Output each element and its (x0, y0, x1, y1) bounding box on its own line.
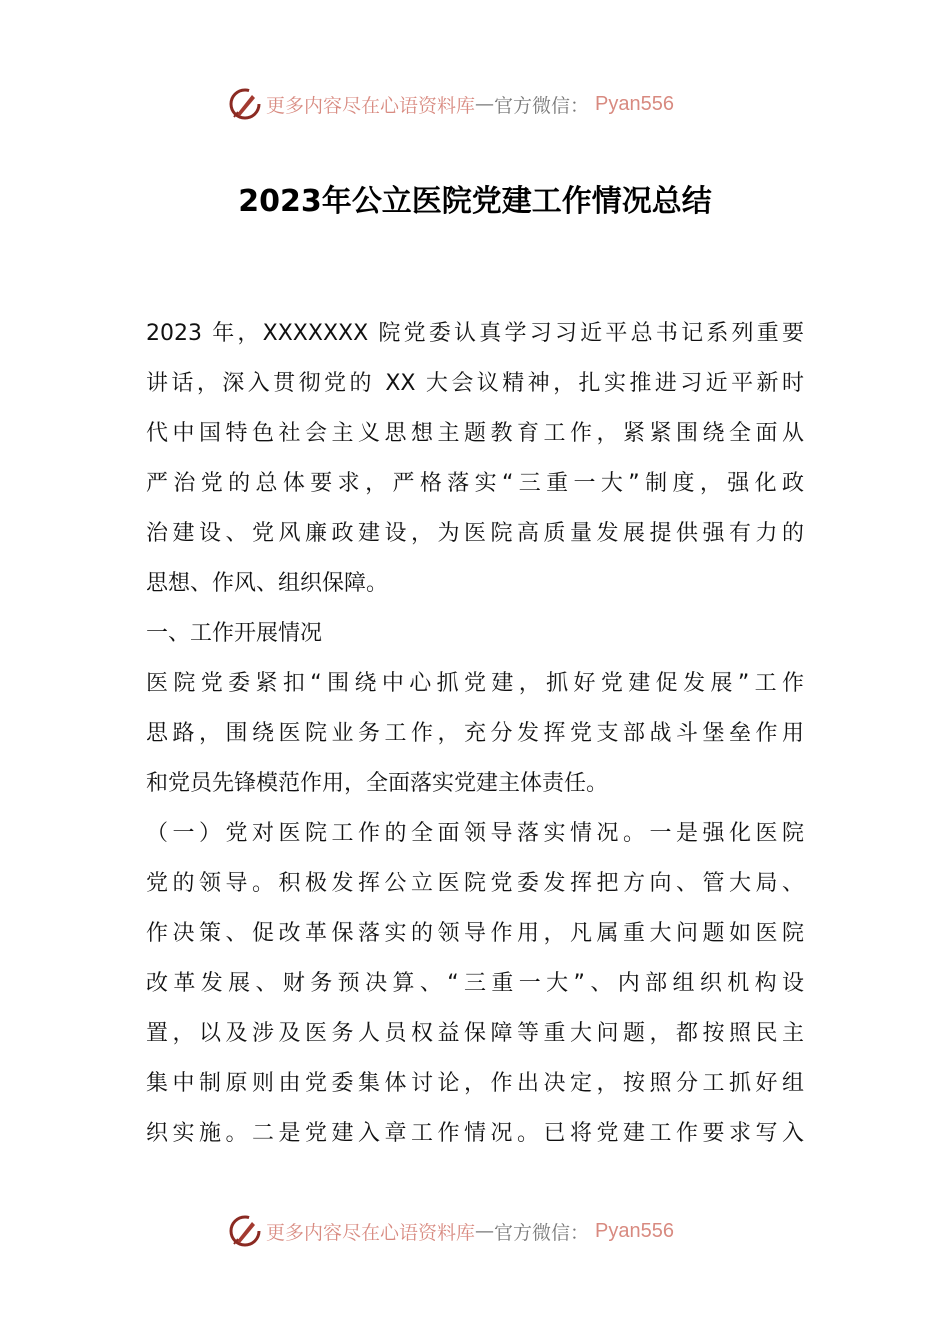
text-line: 党的领导。积极发挥公立医院党委发挥把方向、管大局、 (146, 871, 804, 896)
text-line: （一）党对医院工作的全面领导落实情况。一是强化医院 (146, 821, 804, 846)
footer-banner (228, 1211, 674, 1251)
text-line: 讲话，深入贯彻党的 XX 大会议精神，扎实推进习近平新时 (146, 371, 804, 396)
quill-logo-icon (228, 87, 262, 121)
wechat-id: Pyan556 (595, 1219, 674, 1242)
dash: — (475, 1220, 495, 1242)
promo-text: 更多内容尽在心语资料库 (266, 94, 476, 117)
promo-text: 更多内容尽在心语资料库 (266, 1221, 476, 1244)
document-body (146, 314, 804, 1164)
text-line: 一、工作开展情况 (146, 621, 323, 646)
text-line: 织实施。二是党建入章工作情况。已将党建工作要求写入 (146, 1121, 804, 1146)
wechat-label: 官方微信： (494, 94, 590, 117)
text-line: 改革发展、财务预决算、“三重一大”、内部组织机构设 (146, 971, 804, 996)
text-line: 作决策、促改革保落实的领导作用，凡属重大问题如医院 (146, 921, 804, 946)
text-line: 思路，围绕医院业务工作，充分发挥党支部战斗堡垒作用 (146, 721, 804, 746)
text-line: 治建设、党风廉政建设，为医院高质量发展提供强有力的 (146, 521, 804, 546)
wechat-label: 官方微信： (494, 1221, 590, 1244)
text-line: 2023 年，XXXXXXX 院党委认真学习习近平总书记系列重要 (146, 321, 804, 346)
text-line: 和党员先锋模范作用，全面落实党建主体责任。 (146, 771, 609, 796)
dash: — (475, 93, 495, 115)
text-line: 代中国特色社会主义思想主题教育工作，紧紧围绕全面从 (146, 421, 804, 446)
text-line: 严治党的总体要求，严格落实“三重一大”制度，强化政 (146, 471, 804, 496)
text-line: 思想、作风、组织保障。 (146, 571, 389, 596)
header-banner (228, 84, 674, 124)
quill-logo-icon (228, 1214, 262, 1248)
text-line: 置，以及涉及医务人员权益保障等重大问题，都按照民主 (146, 1021, 804, 1046)
text-line: 集中制原则由党委集体讨论，作出决定，按照分工抓好组 (146, 1071, 804, 1096)
wechat-id: Pyan556 (595, 92, 674, 115)
document-title: 2023年公立医院党建工作情况总结 (238, 184, 712, 219)
text-line: 医院党委紧扣“围绕中心抓党建，抓好党建促发展”工作 (146, 671, 804, 696)
